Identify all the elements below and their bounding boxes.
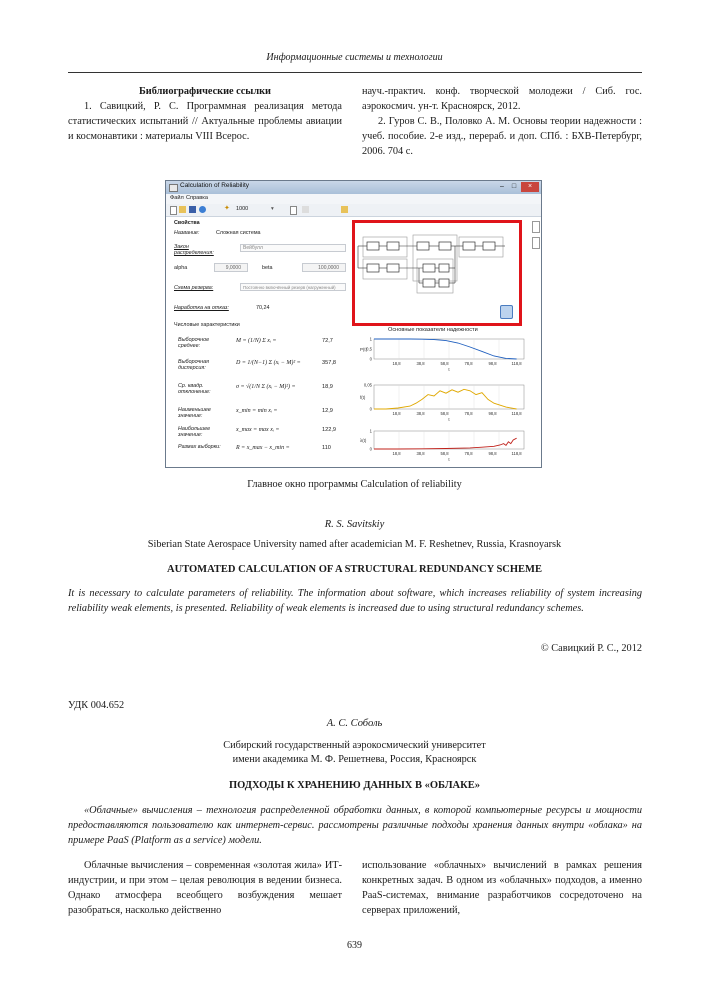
stat-formula: x_max = max xᵢ = xyxy=(236,427,280,433)
recycle-bin-icon[interactable] xyxy=(500,305,513,319)
stat-value: 357,8 xyxy=(322,360,336,366)
window-titlebar xyxy=(166,181,541,195)
article2-abstract xyxy=(68,803,642,848)
scheme-block xyxy=(483,242,495,250)
open-folder-icon[interactable] xyxy=(179,206,186,213)
law-select-value: Вейбулл xyxy=(243,245,263,251)
stat-value: 72,7 xyxy=(322,338,333,344)
stat-label: Наименьшее значение: xyxy=(178,407,211,419)
chart-xtick-label: 78,8 xyxy=(464,361,473,366)
mttf-label: Наработка на отказ: xyxy=(174,305,229,311)
maximize-icon[interactable]: □ xyxy=(511,183,517,190)
stat-formula: x_min = min xᵢ = xyxy=(236,408,278,414)
en-abstract-text: It is necessary to calculate parameters of reliability. The information about software, which increases reliability of system increasing reliability weak elements, is presented. Reliability of weak elements is increased due to using structural redundancy schemes. xyxy=(68,588,642,614)
mttf-value: 70,24 xyxy=(256,305,270,311)
stat-value: 18,9 xyxy=(322,384,333,390)
chart-xlabel: t xyxy=(448,367,450,372)
scheme-block xyxy=(439,242,451,250)
chart-xtick-label: 18,8 xyxy=(392,451,401,456)
menu-file[interactable]: Файл xyxy=(170,195,184,201)
chart-xtick-label: 18,8 xyxy=(392,361,401,366)
stat-label: Размах выборки: xyxy=(178,444,221,450)
scheme-block xyxy=(367,242,379,250)
chart-ytick-label: 0,5 xyxy=(366,346,372,352)
en-affiliation: Siberian State Aerospace University named after academician M. F. Reshetnev, Russia, Krasnoyarsk xyxy=(147,539,562,550)
article2-author: А. С. Соболь xyxy=(326,718,383,729)
scheme-select[interactable] xyxy=(240,283,346,291)
menu-help[interactable]: Справка xyxy=(186,195,208,201)
save-icon[interactable] xyxy=(189,206,196,213)
law-label: Закон распределения: xyxy=(174,244,214,256)
toolbar xyxy=(166,204,541,217)
figure-caption: Главное окно программы Calculation of reliability xyxy=(247,479,462,490)
beta-input[interactable]: 100,0000 xyxy=(302,263,346,272)
chart-xtick-label: 98,8 xyxy=(488,411,497,416)
scheme-block xyxy=(387,242,399,250)
stat-label: Выборочная дисперсия: xyxy=(178,359,209,371)
chart-ytick-label: 0 xyxy=(369,406,372,412)
scheme-diagram xyxy=(355,223,519,323)
window-title: Calculation of Reliability xyxy=(180,182,250,189)
scheme-block xyxy=(423,264,435,272)
stat-label: Выборочное среднее: xyxy=(178,337,210,349)
minimize-icon[interactable]: – xyxy=(500,183,504,190)
count-dropdown-icon[interactable]: ▾ xyxy=(271,206,274,212)
scheme-block xyxy=(367,264,379,272)
chart-xtick-label: 98,8 xyxy=(488,361,497,366)
scheme-block xyxy=(439,279,449,287)
scheme-block xyxy=(423,279,435,287)
chart-xtick-label: 118,8 xyxy=(511,451,522,456)
chart-ytick-label: 1 xyxy=(369,336,372,342)
stat-formula: D = 1/(N−1) Σ (xᵢ − M)² = xyxy=(236,360,301,366)
chart-xtick-label: 78,8 xyxy=(464,451,473,456)
chart-xlabel: t xyxy=(448,457,450,462)
beta-label: beta xyxy=(262,265,273,271)
scheme-label: Схема резерва: xyxy=(174,285,214,291)
en-title: AUTOMATED CALCULATION OF A STRUCTURAL REDUNDANCY SCHEME xyxy=(167,564,542,575)
scheme-block xyxy=(463,242,475,250)
stat-value: 122,9 xyxy=(322,427,336,433)
chart-xtick-label: 38,8 xyxy=(416,361,425,366)
bibliography-heading: Библиографические ссылки xyxy=(138,86,271,97)
stat-label: Наибольшее значение: xyxy=(178,426,211,438)
calc-icon[interactable] xyxy=(302,206,309,213)
chart-xtick-label: 78,8 xyxy=(464,411,473,416)
menu-bar xyxy=(166,194,541,204)
document-icon[interactable] xyxy=(290,206,297,215)
chart-ytick-label: 0 xyxy=(369,356,372,362)
article2-body-right xyxy=(362,858,642,918)
article2-body-left-text: Облачные вычисления – современная «золотая жила» ИТ-индустрии, и при этом – целая революция в ведении бизнеса. Однако атмосфера всеобщего возбуждения мешает разобраться, насколько действенно xyxy=(68,860,342,916)
article2-body-left xyxy=(68,858,342,918)
folder-icon[interactable] xyxy=(341,206,348,213)
charts-title: Основные показатели надежности xyxy=(388,327,478,333)
chart-xtick-label: 118,8 xyxy=(511,361,522,366)
scheme-blocks xyxy=(367,242,495,287)
app-window-screenshot xyxy=(165,180,542,468)
chart-xtick-label: 38,8 xyxy=(416,411,425,416)
copyright: © Савицкий Р. С., 2012 xyxy=(540,643,642,654)
app-icon xyxy=(169,184,178,192)
bibliography-item-1-part-2: науч.-практич. конф. творческой молодежи / Сиб. гос. аэрокосмич. ун-т. Красноярск, 2012. xyxy=(362,86,642,112)
chart-ylabel: f(t) xyxy=(360,395,366,400)
article2-body-right-text: использование «облачных» вычислений в рамках решения конкретных задач. В одном из «облачных» подходов, а именно PaaS-системах, внимание разработчиков сосредоточено на серверах приложений, xyxy=(362,860,642,916)
chart-xtick-label: 58,8 xyxy=(440,361,449,366)
running-header: Информационные системы и технологии xyxy=(266,52,443,63)
chart-ylabel: λ(t) xyxy=(360,438,367,443)
alpha-input[interactable]: 9,0000 xyxy=(214,263,248,272)
article2-abstract-text: «Облачные» вычисления – технология распределенной обработки данных, в которой компьютерные ресурсы и мощности предоставляются пользователю как интернет-сервис. рассмотрены различные подходы хранения данных внутри «облака» на примере PaaS (Platform as a service) модели. xyxy=(68,805,642,846)
scheme-block xyxy=(387,264,399,272)
udk: УДК 004.652 xyxy=(68,700,125,711)
page-number: 639 xyxy=(347,940,362,951)
chart-xtick-label: 118,8 xyxy=(511,411,522,416)
stat-formula: R = x_max − x_min = xyxy=(236,445,290,451)
reliability-charts xyxy=(356,335,534,465)
chart-ytick-label: 0,05 xyxy=(363,382,372,388)
chart-ytick-label: 0 xyxy=(369,446,372,452)
side-scroll-handle[interactable] xyxy=(532,221,538,281)
scheme-block xyxy=(417,242,429,250)
stat-label: Ср. квадр. отклонение: xyxy=(178,383,211,395)
chart-xtick-label: 58,8 xyxy=(440,411,449,416)
bibliography-item-2: 2. Гуров С. В., Половко А. М. Основы теории надежности : учеб. пособие. 2-е изд., перераб. и доп. СПб. : БХВ-Петербург, 2006. 704 с. xyxy=(362,116,642,157)
chart-xtick-label: 18,8 xyxy=(392,411,401,416)
en-author: R. S. Savitskiy xyxy=(324,519,385,530)
iteration-count[interactable]: 1000 xyxy=(236,206,249,212)
name-value[interactable]: Сложная система xyxy=(216,230,261,236)
bibliography-left-column xyxy=(68,84,342,144)
name-label: Название: xyxy=(174,230,200,236)
article2-affiliation-2: имени академика М. Ф. Решетнева, Россия, Красноярск xyxy=(232,754,477,765)
chart-xtick-label: 38,8 xyxy=(416,451,425,456)
chart-xlabel: t xyxy=(448,417,450,422)
scheme-block xyxy=(439,264,449,272)
count-icon: ✦ xyxy=(224,205,230,212)
stat-formula: M = (1/N) Σ xᵢ = xyxy=(236,338,277,344)
properties-heading: Свойства xyxy=(174,220,200,226)
chart-ytick-label: 1 xyxy=(369,428,372,434)
stats-heading: Числовые характеристики xyxy=(174,322,240,328)
header-rule xyxy=(68,72,642,73)
new-file-icon[interactable] xyxy=(170,206,177,215)
law-select[interactable] xyxy=(240,244,346,252)
redundancy-scheme-panel xyxy=(352,220,522,326)
article2-title: ПОДХОДЫ К ХРАНЕНИЮ ДАННЫХ В «ОБЛАКЕ» xyxy=(229,780,480,791)
article2-affiliation-1: Сибирский государственный аэрокосмический университет xyxy=(223,740,486,751)
alpha-label: alpha xyxy=(174,265,188,271)
help-icon[interactable] xyxy=(199,206,206,213)
stat-value: 110 xyxy=(322,445,331,451)
chart-ylabel: P(t) xyxy=(360,347,368,352)
close-icon[interactable]: × xyxy=(521,182,539,192)
chart-xtick-label: 98,8 xyxy=(488,451,497,456)
stat-formula: σ = √(1/N Σ (xᵢ − M)²) = xyxy=(236,384,296,390)
bibliography-right-column xyxy=(362,84,642,159)
stat-value: 12,9 xyxy=(322,408,333,414)
bibliography-item-1-part-1: 1. Савицкий, Р. С. Программная реализация метода статистических испытаний // Актуальные проблемы авиации и космонавтики : материалы VIII Всерос. xyxy=(68,101,342,142)
chart-xtick-label: 58,8 xyxy=(440,451,449,456)
scheme-select-value: Постоянно включённый резерв (нагруженный) xyxy=(243,285,336,290)
